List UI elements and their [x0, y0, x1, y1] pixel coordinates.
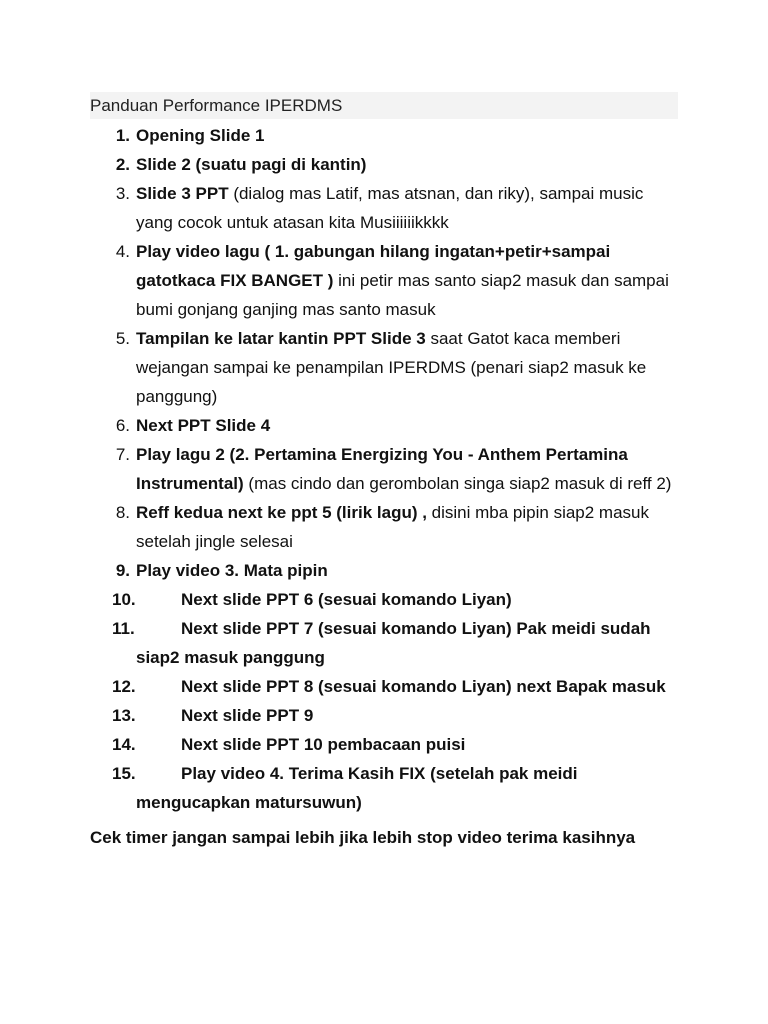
step-bold-text: Next slide PPT 8 (sesuai komando Liyan) next Bapak masuk — [181, 677, 666, 696]
step-text: ini petir mas santo siap2 masuk dan sampai bumi gonjang ganjing mas santo masuk — [136, 271, 669, 319]
step-item-4 — [90, 237, 682, 324]
steps-list — [90, 121, 682, 817]
step-item-15 — [90, 759, 682, 817]
step-number: 7. — [115, 445, 130, 464]
step-bold-text: Play video 3. Mata pipin — [136, 561, 328, 580]
step-number: 3. — [115, 184, 130, 203]
step-item-6 — [90, 411, 682, 440]
step-number: 5. — [115, 329, 130, 348]
step-bold-text: Next PPT Slide 4 — [136, 416, 271, 435]
step-text: (dialog mas Latif, mas atsnan, dan riky), sampai music yang cocok untuk atasan kita Musiiiiiikkkk — [136, 184, 644, 232]
step-text: saat Gatot kaca memberi wejangan sampai ke penampilan IPERDMS (penari siap2 masuk ke panggung) — [136, 329, 647, 406]
footer-note: Cek timer jangan sampai lebih jika lebih stop video terima kasihnya — [90, 828, 636, 847]
step-item-2 — [90, 150, 682, 179]
step-bold-text: Play video lagu ( 1. gabungan hilang ingatan+petir+sampai gatotkaca FIX BANGET ) — [136, 242, 611, 290]
step-item-8 — [90, 498, 682, 556]
step-bold-text: Opening Slide 1 — [136, 126, 265, 145]
step-bold-text: Reff kedua next ke ppt 5 (lirik lagu) , — [136, 503, 427, 522]
step-number: 15. — [112, 764, 136, 783]
step-number: 4. — [115, 242, 130, 261]
step-bold-text: Next slide PPT 7 (sesuai komando Liyan) Pak meidi sudah siap2 masuk panggung — [136, 619, 651, 667]
step-number: 8. — [115, 503, 130, 522]
step-bold-text: Play video 4. Terima Kasih FIX (setelah pak meidi mengucapkan matursuwun) — [136, 764, 578, 812]
step-item-3 — [90, 179, 682, 237]
step-number: 10. — [112, 590, 136, 609]
step-number: 11. — [112, 619, 135, 638]
step-item-9 — [90, 556, 682, 585]
step-item-10 — [90, 585, 682, 614]
step-number: 9. — [115, 561, 130, 580]
step-number: 14. — [112, 735, 136, 754]
step-bold-text: Slide 2 (suatu pagi di kantin) — [136, 155, 367, 174]
step-item-1 — [90, 121, 682, 150]
step-bold-text: Slide 3 PPT — [136, 184, 229, 203]
document-body — [90, 92, 682, 852]
step-item-13 — [90, 701, 682, 730]
step-item-12 — [90, 672, 682, 701]
step-bold-text: Next slide PPT 6 (sesuai komando Liyan) — [181, 590, 512, 609]
step-text: disini mba pipin siap2 masuk setelah jingle selesai — [136, 503, 650, 551]
step-number: 1. — [115, 126, 130, 145]
document-title: Panduan Performance IPERDMS — [90, 92, 678, 119]
step-bold-text: Next slide PPT 9 — [181, 706, 314, 725]
step-number: 12. — [112, 677, 136, 696]
step-bold-text: Next slide PPT 10 pembacaan puisi — [181, 735, 466, 754]
step-item-5 — [90, 324, 682, 411]
step-text: (mas cindo dan gerombolan singa siap2 masuk di reff 2) — [243, 474, 672, 493]
step-item-14 — [90, 730, 682, 759]
step-number: 6. — [115, 416, 130, 435]
step-item-7 — [90, 440, 682, 498]
step-number: 2. — [115, 155, 130, 174]
step-number: 13. — [112, 706, 136, 725]
step-bold-text: Tampilan ke latar kantin PPT Slide 3 — [136, 329, 426, 348]
step-bold-text: Play lagu 2 (2. Pertamina Energizing You - Anthem Pertamina Instrumental) — [136, 445, 628, 493]
step-item-11 — [90, 614, 682, 672]
